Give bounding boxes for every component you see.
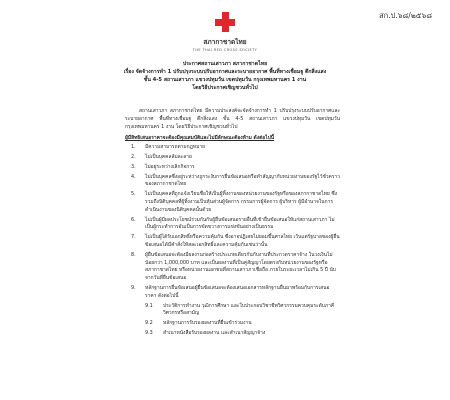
qualifications-list bbox=[125, 144, 340, 300]
qualifications-heading: ผู้มีสิทธิเสนอราคาจะต้องมีคุณสมบัติและไม่มีลักษณะต้องห้าม ดังต่อไปนี้ bbox=[125, 135, 275, 142]
list-item bbox=[125, 285, 340, 301]
subitem-number: 9.2 bbox=[145, 320, 153, 327]
item-text: ไม่เป็นบุคคลซึ่งอยู่ระหว่างถูกระงับการยื่นข้อเสนอหรือทำสัญญากับหน่วยงานของรัฐไว้ชั่วคราว ของสภากาชาดไทย bbox=[145, 173, 340, 188]
red-cross-icon bbox=[215, 12, 235, 32]
intro-paragraph: สถานเสาวภา สภากาชาดไทย มีความประสงค์จะจัดจ้างการทำ 1 ปรับปรุงระบบปรับอากาศและระบายอากาศ พื้นที่ทางเชื่อมฐู ตึกสิ่งแสง ชั้น 4-5 สถานเสาวภา แขวงปทุมวัน เขตปทุมวัน กรุงเทพมหานคร 1 งาน โดยวิธีประกาศเชิญชวนทั่วไป bbox=[125, 108, 340, 130]
list-item bbox=[125, 217, 340, 233]
item-text: ไม่เป็นบุคคลล้มละลาย bbox=[145, 153, 192, 160]
announcement-body bbox=[125, 108, 340, 340]
subitem-number: 9.3 bbox=[145, 329, 153, 336]
item-number: 6. bbox=[131, 216, 136, 223]
header-line: ประกาศสถานเสาวภา สภากาชาดไทย bbox=[182, 61, 268, 67]
header-line: เรื่อง จัดจ้างการทำ 1 ปรับปรุงระบบปรับอากาศและระบายอากาศ พื้นที่ทางเชื่อมฐู ตึกสิ่งแสง bbox=[123, 69, 327, 75]
item-number: 4. bbox=[131, 173, 136, 180]
organization-name-english: THE THAI RED CROSS SOCIETY bbox=[192, 48, 258, 52]
header-line: ชั้น 4-5 สถานเสาวภา แขวงปทุมวัน เขตปทุมวัน กรุงเทพมหานคร 1 งาน bbox=[143, 77, 307, 83]
list-item bbox=[125, 234, 340, 250]
item-text: ไม่เป็นบุคคลที่ถูกแจ้งเวียนชื่อให้เป็นผู้ทิ้งงานของหน่วยงานของรัฐหรือของสภากาชาดไทย ซึ่งรวมถึงนิติบุคคลที่ผู้ทิ้งงานเป็นหุ้นส่วนผู้จัดการ กรรมการผู้จัดการ ผู้บริหาร ผู้มีอำนาจในการดำเนินงานของนิติบุคคลนั้นด้วย bbox=[145, 191, 338, 213]
list-item bbox=[125, 174, 340, 190]
item-text: ไม่อยู่ระหว่างเลิกกิจการ bbox=[145, 163, 195, 170]
item-number: 1. bbox=[131, 144, 136, 151]
subitem-text: สำเนาหนังสือรับรองผลงาน และสำเนาสัญญาจ้าง bbox=[163, 329, 266, 336]
sub-list-item bbox=[145, 320, 340, 328]
list-item bbox=[125, 252, 340, 283]
item-number: 5. bbox=[131, 191, 136, 198]
item-number: 7. bbox=[131, 234, 136, 241]
item-number: 8. bbox=[131, 251, 136, 258]
list-item bbox=[125, 154, 340, 162]
announcement-header bbox=[0, 60, 450, 92]
item-number: 3. bbox=[131, 163, 136, 170]
item-number: 9. bbox=[131, 284, 136, 291]
organization-name-thai: สภากาชาดไทย bbox=[203, 38, 247, 46]
organization-logo bbox=[0, 12, 450, 52]
item-text: หลักฐานการยื่นข้อเสนอผู้ยื่นข้อเสนอจะต้องเสนอเอกสารหลักฐานยื่นมาพร้อมกับการเสนอราคา ดังต่อไปนี้ bbox=[145, 284, 330, 299]
list-item bbox=[125, 144, 340, 152]
sub-list-item bbox=[145, 330, 340, 338]
item-number: 2. bbox=[131, 153, 136, 160]
header-line: โดยวิธีประกาศเชิญชวนทั่วไป bbox=[192, 85, 258, 91]
subitem-number: 9.1 bbox=[145, 302, 153, 309]
list-item bbox=[125, 164, 340, 172]
list-item bbox=[125, 191, 340, 214]
sub-list-item bbox=[145, 303, 340, 319]
subitem-text: หลักฐานการรับรองผลงานที่ยื่นเข้าร่วมงาน bbox=[163, 320, 252, 327]
item-text: ไม่เป็นผู้ได้รับเอกสิทธิ์หรือความคุ้มกัน ซึ่งอาจปฏิเสธไม่ยอมขึ้นศาลไทย เว้นแต่รัฐบาลของผู้ยื่นข้อเสนอได้มีคำสั่งให้สละเอกสิทธิ์และความคุ้มกันเช่นว่านั้น bbox=[145, 234, 340, 248]
item-text: มีความสามารถตามกฎหมาย bbox=[145, 144, 205, 151]
subitem-text: ประวัติการทำงาน วุฒิการศึกษา และใบประกอบวิชาชีพวิศวกรรมควบคุมระดับภาคีวิศวกรหรือสามัญ bbox=[163, 302, 335, 317]
item-text: ผู้ยื่นข้อเสนอจะต้องมีผลงานก่อสร้างประเภทเดียวกันกับงานที่ประกวดราคาจ้าง ในวงเงินไม่น้อยกว่า 1,000,000 บาท และเป็นผลงานที่เป็นคู่สัญญาโดยตรงกับหน่วยงานของรัฐหรือสภากาชาดไทย หรือหน่วยงานเอกชนที่สถานเสาวภาเชื่อถือ ภายในระยะเวลาไม่เกิน 5 ปี นับจากวันที่ยื่นข้อเสนอ bbox=[145, 251, 336, 282]
item-text: ไม่เป็นผู้มีผลประโยชน์ร่วมกันกับผู้ยื่นข้อเสนอรายอื่นที่เข้ายื่นข้อเสนอให้แก่สถานเสาวภา ไม่เป็นผู้กระทำการอันเป็นการขัดขวางการแข่งขันอย่างเป็นธรรม bbox=[145, 216, 335, 231]
document-reference-number: สก.ป.๖๘/๒๕๖๘ bbox=[379, 11, 432, 20]
